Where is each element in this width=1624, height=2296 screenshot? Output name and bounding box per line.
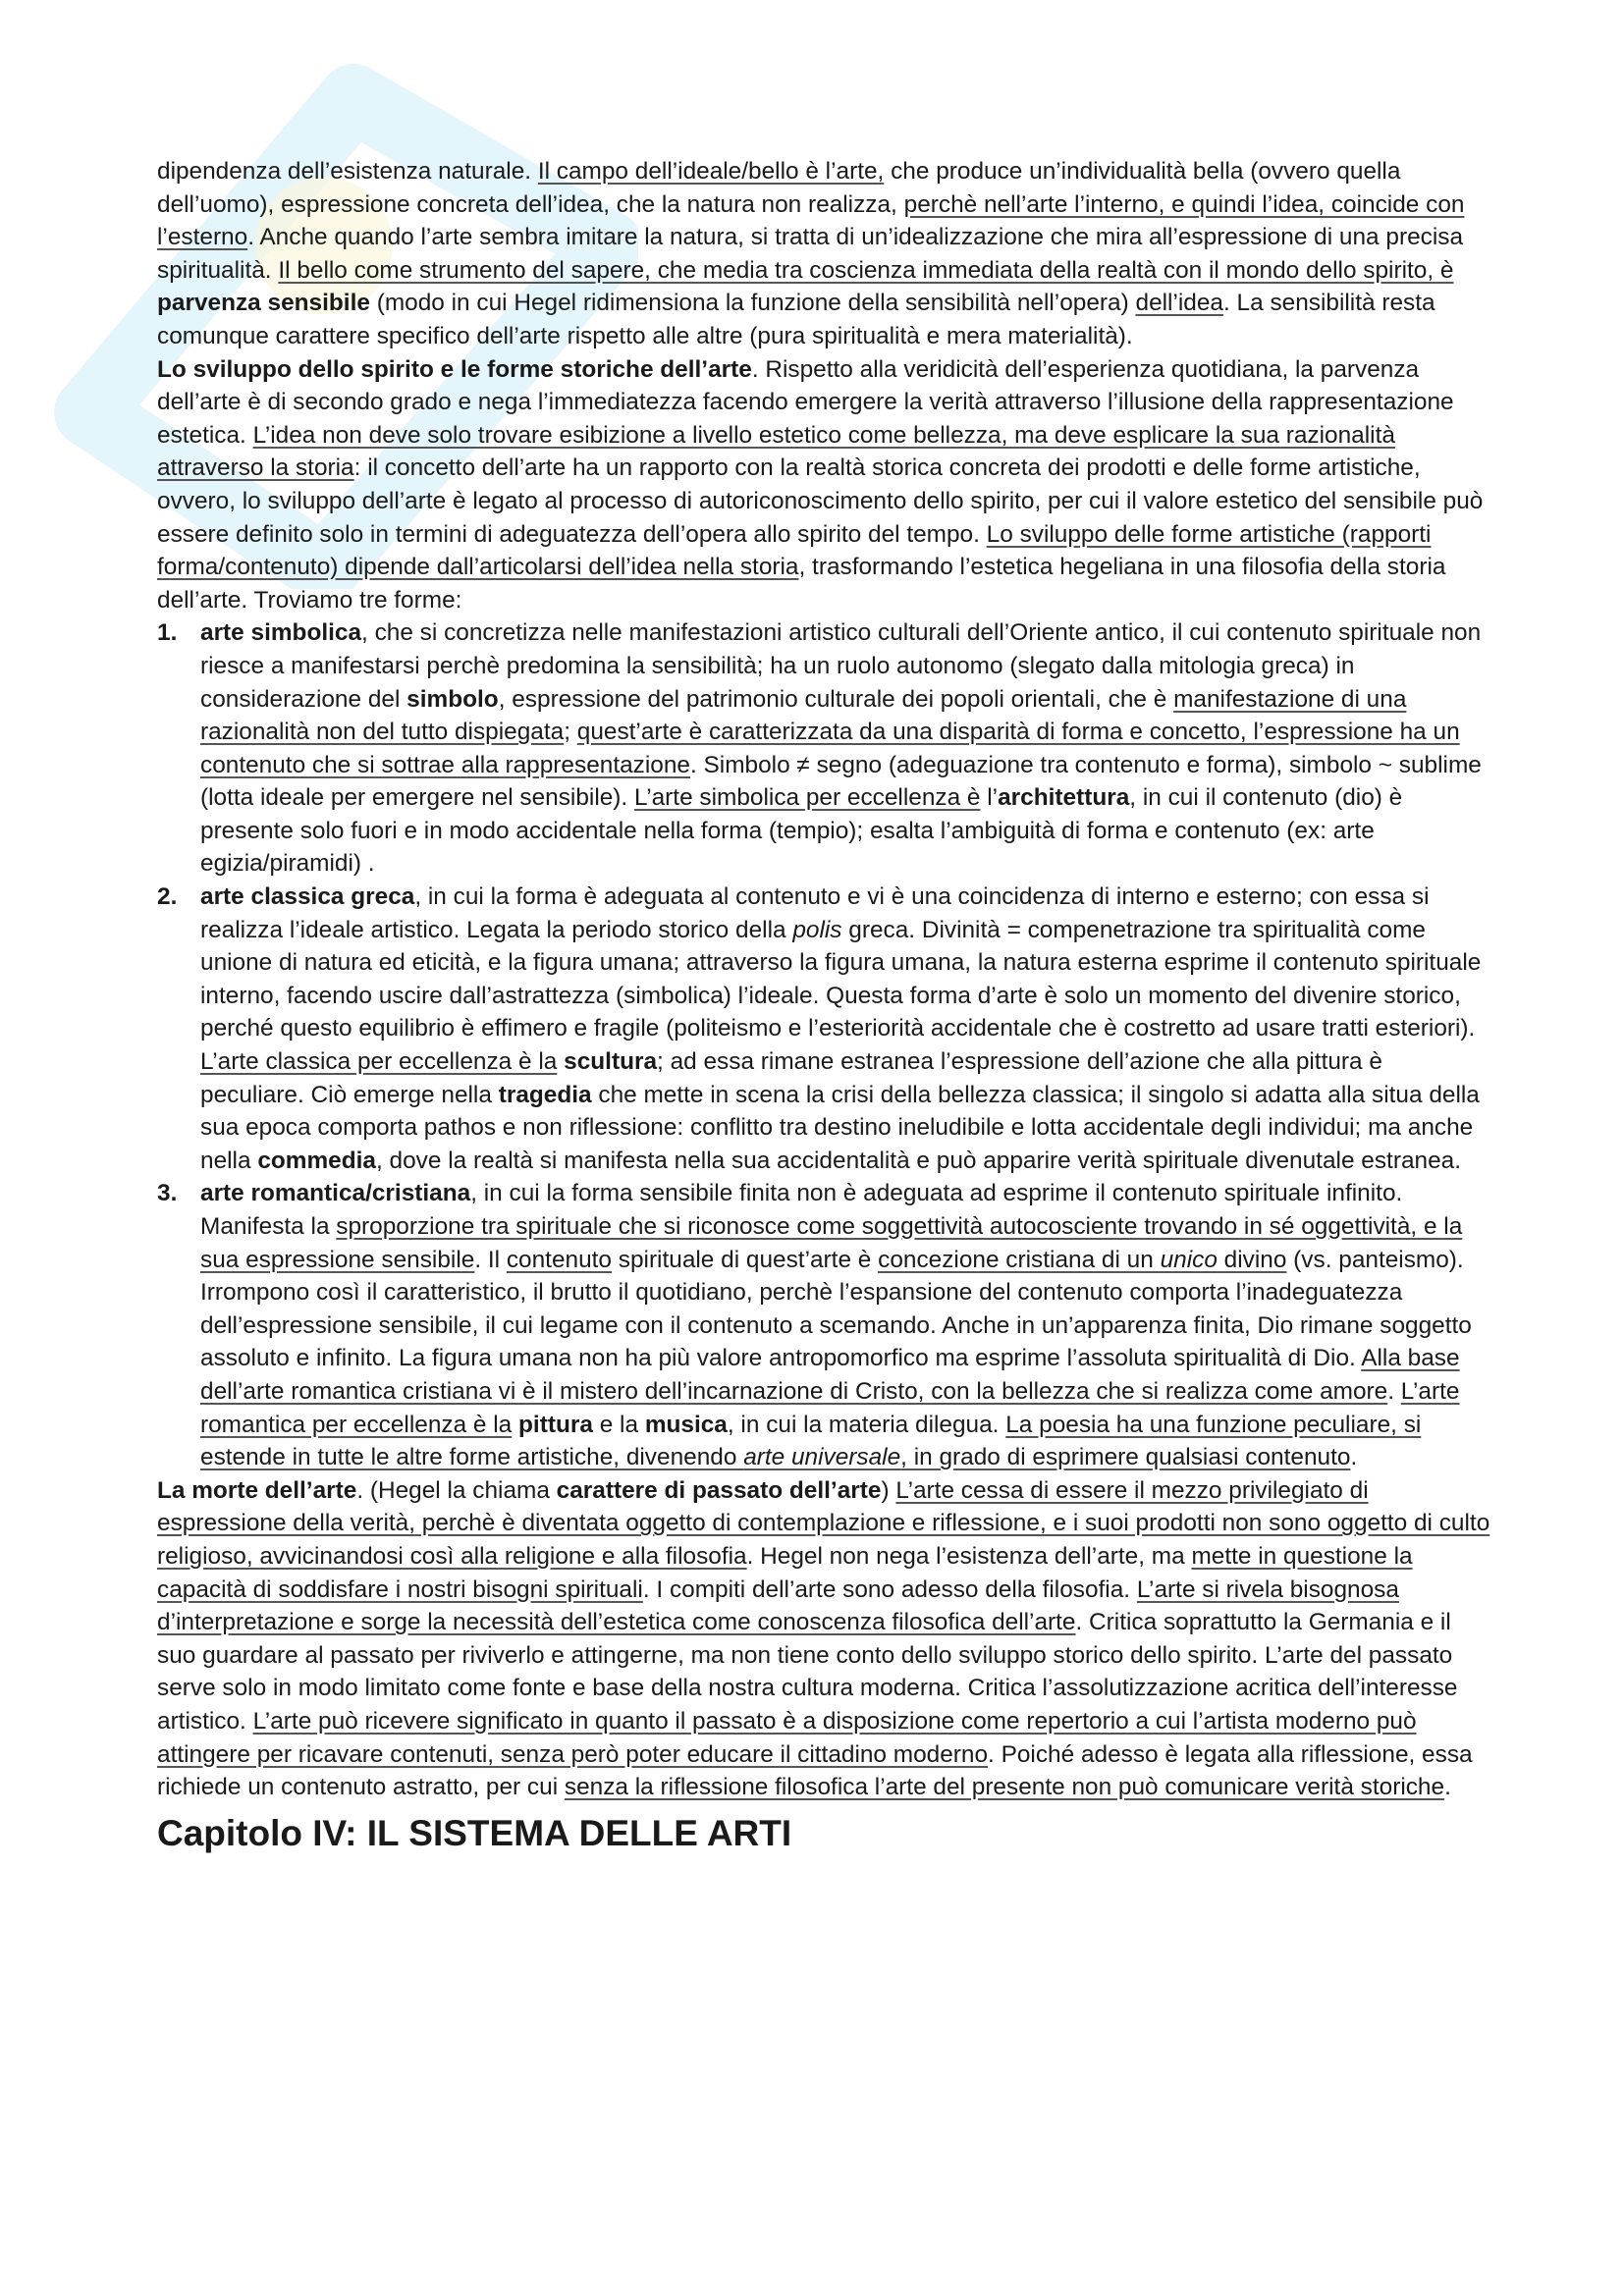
underlined-text: quest’arte è caratterizzata da una disparità di forma e concetto, l’espressione ha un contenuto che si sottrae alla rappresentazione bbox=[200, 719, 1460, 778]
bold-term: simbolo bbox=[406, 685, 499, 713]
bold-term: commedia bbox=[257, 1147, 376, 1174]
underlined-text: Il campo dell’ideale/bello è l’arte, bbox=[537, 158, 885, 185]
bold-term: La morte dell’arte bbox=[157, 1476, 357, 1504]
paragraph-sviluppo bbox=[157, 353, 1492, 617]
text-segment: . Hegel non nega l’esistenza dell’arte, ma bbox=[746, 1542, 1192, 1570]
text-segment: . bbox=[1387, 1377, 1401, 1405]
underlined-text: unico bbox=[1160, 1246, 1218, 1273]
underlined-text: L’arte cessa di essere il mezzo privilegiato di espressione della verità, perchè è diventata oggetto di contemplazione e riflessione, e i suoi prodotti non sono oggetto di culto religioso, avvicinandosi così alla religione e alla filosofia bbox=[157, 1476, 1490, 1570]
underlined-text: L’arte simbolica per eccellenza è bbox=[633, 784, 981, 812]
text-segment: , che si concretizza nelle manifestazioni artistico culturali dell’Oriente antico, il cui contenuto spirituale non riesce a manifestarsi perchè predomina la sensibilità; ha un ruolo autonomo (slegato dalla mitologia greca) in considerazione del bbox=[200, 619, 1482, 713]
bold-term: architettura bbox=[998, 784, 1130, 812]
underlined-text: , in grado di esprimere qualsiasi contenuto bbox=[900, 1444, 1351, 1471]
list-item-text bbox=[200, 619, 1482, 877]
text-segment: ; ad essa rimane estranea l’espressione dell’azione che alla pittura è peculiare. Ciò emerge nella bbox=[200, 1048, 1382, 1108]
underlined-text: concezione cristiana di un bbox=[878, 1246, 1161, 1273]
underlined-text: L’arte classica per eccellenza è la bbox=[200, 1048, 558, 1076]
underlined-text: contenuto bbox=[506, 1246, 612, 1273]
text-segment: ; bbox=[564, 719, 577, 746]
list-number: 1. bbox=[157, 619, 178, 647]
underlined-text: Il bello come strumento del sapere, che media tra coscienza immediata della realtà con il mondo dello spirito, è bbox=[278, 256, 1454, 284]
underlined-text: divino bbox=[1217, 1246, 1287, 1273]
text-segment: , espressione del patrimonio culturale dei popoli orientali, che è bbox=[498, 685, 1174, 713]
bold-term: musica bbox=[644, 1411, 728, 1438]
bold-term: arte classica greca bbox=[200, 883, 415, 911]
text-segment: . Anche quando l’arte sembra imitare la natura, si tratta di un’idealizzazione che mira all’espressione di una precisa spiritualità. bbox=[157, 224, 1464, 284]
chapter-heading: Capitolo IV: IL SISTEMA DELLE ARTI bbox=[157, 1812, 792, 1853]
bold-term: pittura bbox=[518, 1411, 593, 1438]
text-segment: che produce un’individualità bella (ovvero quella dell’uomo), espressione concreta dell’idea, che la natura non realizza, bbox=[157, 158, 1401, 218]
art-forms-list bbox=[157, 616, 1492, 1473]
text-segment: (modo in cui Hegel ridimensiona la funzione della sensibilità nell’opera) bbox=[369, 290, 1136, 317]
underlined-text: sproporzione tra spirituale che si riconosce come soggettività autocosciente trovando in sé oggettività, e la sua espressione sensibile bbox=[200, 1213, 1463, 1273]
underlined-text: manifestazione di una razionalità non del tutto dispiegata bbox=[200, 685, 1407, 746]
list-number: 3. bbox=[157, 1180, 178, 1207]
underlined-text: arte universale bbox=[743, 1444, 901, 1471]
text-segment: . Critica soprattutto la Germania e il suo guardare al passato per riviverlo e attingerne, ma non tiene conto dello sviluppo storico dello spirito. L’arte del passato serve solo in modo limitato come fonte e base della nostra cultura moderna. Critica l’assolutizzazione acritica dell’interesse artistico. bbox=[157, 1609, 1458, 1735]
underlined-text: L’arte romantica per eccellenza è la bbox=[200, 1377, 1460, 1438]
text-segment bbox=[512, 1412, 518, 1438]
text-segment: , in cui la materia dilegua. bbox=[727, 1411, 1006, 1438]
text-segment: ) bbox=[881, 1476, 896, 1504]
list-item-arte-simbolica bbox=[157, 616, 1492, 881]
text-segment: polis bbox=[792, 916, 842, 943]
bold-term: parvenza sensibile bbox=[157, 290, 370, 317]
underlined-text: senza la riflessione filosofica l’arte del presente non può comunicare verità storiche bbox=[564, 1774, 1445, 1801]
text-segment: , trasformando l’estetica hegeliana in una filosofia della storia dell’arte. Troviamo tre forme: bbox=[157, 554, 1446, 614]
bold-term: Lo sviluppo dello spirito e le forme storiche dell’arte bbox=[157, 355, 752, 383]
underlined-text: L’idea non deve solo trovare esibizione a livello estetico come bellezza, ma deve esplicare la sua razionalità attraverso la storia bbox=[157, 421, 1395, 482]
bold-term: arte romantica/cristiana bbox=[200, 1180, 471, 1207]
text-segment: . bbox=[1350, 1444, 1358, 1471]
underlined-text: La poesia ha una funzione peculiare, si estende in tutte le altre forme artistiche, divenendo bbox=[200, 1411, 1422, 1471]
text-segment: . La sensibilità resta comunque carattere specifico dell’arte rispetto alle altre (pura spiritualità e mera materialità). bbox=[157, 290, 1435, 349]
text-segment: l’ bbox=[980, 784, 999, 812]
list-item-arte-romantica bbox=[157, 1177, 1492, 1473]
paragraph-intro bbox=[157, 155, 1492, 353]
text-segment: spirituale di quest’arte è bbox=[611, 1246, 879, 1273]
underlined-text: perchè nell’arte l’interno, e quindi l’idea, coincide con l’esterno bbox=[157, 190, 1465, 251]
text-segment: dipendenza dell’esistenza naturale. bbox=[157, 158, 538, 185]
text-segment: greca. Divinità = compenetrazione tra spiritualità come unione di natura ed eticità, e la figura umana; attraverso la figura umana, la natura esterna esprime il contenuto spirituale interno, facendo uscire dall’astrattezza (simbolica) l’ideale. Questa forma d’arte è solo un momento del divenire storico, perché questo equilibrio è effimero e fragile (politeismo e l’esteriorità accidentale che è costretto ad usare tratti esteriori). bbox=[200, 916, 1482, 1042]
underlined-text: Alla base dell’arte romantica cristiana vi è il mistero dell’incarnazione di Cristo, con la bellezza che si realizza come amore bbox=[200, 1345, 1460, 1405]
text-segment: . Rispetto alla veridicità dell’esperienza quotidiana, la parvenza dell’arte è di secondo grado e nega l’immediatezza facendo emergere la verità attraverso l’illusione della rappresentazione estetica. bbox=[157, 355, 1454, 449]
text-segment: . bbox=[1444, 1774, 1451, 1801]
bold-term: carattere di passato dell’arte bbox=[556, 1476, 882, 1504]
text-segment: . I compiti dell’arte sono adesso della filosofia. bbox=[642, 1575, 1137, 1603]
bold-term: scultura bbox=[564, 1048, 658, 1076]
list-item-arte-classica bbox=[157, 881, 1492, 1177]
underlined-text: dell’idea bbox=[1135, 290, 1223, 317]
list-item-text bbox=[200, 1180, 1472, 1470]
text-segment: e la bbox=[592, 1411, 645, 1438]
text-segment: . Simbolo ≠ segno (adeguazione tra contenuto e forma), simbolo ~ sublime (lotta ideale per emergere nel sensibile). bbox=[200, 751, 1482, 812]
text-segment: . Il bbox=[474, 1246, 507, 1273]
underlined-text: L’arte può ricevere significato in quanto il passato è a disposizione come repertorio a cui l’artista moderno può attingere per ricavare contenuti, senza però poter educare il cittadino moderno bbox=[157, 1707, 1417, 1768]
underlined-text: mette in questione la capacità di soddisfare i nostri bisogni spirituali bbox=[157, 1542, 1413, 1603]
bold-term: tragedia bbox=[498, 1081, 592, 1108]
text-segment: , in cui la forma sensibile finita non è adeguata ad esprime il contenuto spirituale infinito. Manifesta la bbox=[200, 1180, 1403, 1240]
underlined-text: L’arte si rivela bisognosa d’interpretazione e sorge la necessità dell’estetica come conoscenza filosofica dell’arte bbox=[157, 1575, 1399, 1636]
text-segment: che mette in scena la crisi della bellezza classica; il singolo si adatta alla situa della sua epoca comporta pathos e non riflessione: conflitto tra destino ineludibile e lotta accidentale degli individui; ma anche nella bbox=[200, 1081, 1480, 1174]
text-segment: : il concetto dell’arte ha un rapporto con la realtà storica concreta dei prodotti e delle forme artistiche, ovvero, lo sviluppo dell’arte è legato al processo di autoriconoscimento dello spirito, per cui il valore estetico del sensibile può essere definito solo in termini di adeguatezza dell’opera allo spirito del tempo. bbox=[157, 454, 1484, 548]
text-segment: , in cui il contenuto (dio) è presente solo fuori e in modo accidentale nella forma (tempio); esalta l’ambiguità di forma e contenuto (ex: arte egizia/piramidi) . bbox=[200, 784, 1403, 878]
list-number: 2. bbox=[157, 883, 178, 911]
text-segment: . Poiché adesso è legata alla riflessione, essa richiede un contenuto astratto, per cui bbox=[157, 1740, 1473, 1801]
text-segment: , dove la realtà si manifesta nella sua accidentalità e può apparire verità spirituale divenutale estranea. bbox=[375, 1147, 1461, 1174]
underlined-text: Lo sviluppo delle forme artistiche (rapporti forma/contenuto) dipende dall’articolarsi dell’idea nella storia bbox=[157, 520, 1432, 581]
text-segment: , in cui la forma è adeguata al contenuto e vi è una coincidenza di interno e esterno; con essa si realizza l’ideale artistico. Legata la periodo storico della bbox=[200, 883, 1430, 943]
document-page bbox=[157, 155, 1492, 1855]
paragraph-morte-arte bbox=[157, 1474, 1492, 1804]
list-item-text bbox=[200, 883, 1481, 1174]
text-segment: . (Hegel la chiama bbox=[356, 1476, 557, 1504]
text-segment: (vs. panteismo). Irrompono così il caratteristico, il brutto il quotidiano, perchè l’espansione del contenuto comporta l’inadeguatezza dell’espressione sensibile, il cui legame con il contenuto a scemando. Anche in un’apparenza finita, Dio rimane soggetto assoluto e infinito. La figura umana non ha più valore antropomorfico ma esprime l’assoluta spiritualità di Dio. bbox=[200, 1246, 1472, 1372]
bold-term: arte simbolica bbox=[200, 619, 362, 647]
